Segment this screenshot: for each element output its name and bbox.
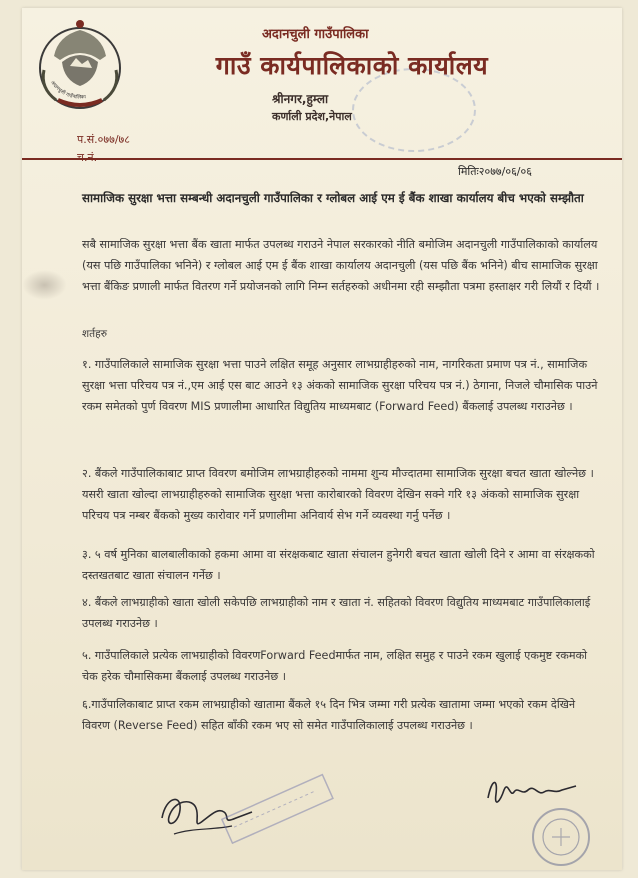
term-item: ४. बैंकले लाभग्राहीको खाता खोली सकेपछि लाभग्राहीको नाम र खाता नं. सहितको विवरण विद्युतिय माध्यमबाट गाउँपालिकालाई उपलब्ध गराउनेछ । — [82, 596, 591, 630]
municipality-name: अदानचुली गाउँपालिका — [262, 27, 369, 42]
office-title: गाउँ कार्यपालिकाको कार्यालय — [215, 51, 489, 80]
letterhead — [142, 24, 562, 124]
term-item: १. गाउँपालिकाले सामाजिक सुरक्षा भत्ता पाउने लक्षित समूह अनुसार लाभग्राहीहरुको नाम, नागरिकता प्रमाण पत्र नं., सामाजिक सुरक्षा भत्ता परिचय पत्र नं.,एम आई एस बाट आउने १३ अंकको सामाजिक सुरक्षा परिचय पत्र नं.) ठेगाना, निजले चौमासिक पाउने रकम समेतको पुर्ण विवरण MIS प्रणालीमा आधारित विद्युतिय माध्यमबाट (Forward Feed) बैंकलाई उपलब्ध गराउनेछ । — [82, 358, 598, 413]
letter-subject: सामाजिक सुरक्षा भत्ता सम्बन्धी अदानचुली गाउँपालिका र ग्लोबल आई एम ई बैंक शाखा कार्यालय बीच भएको सम्झौता — [82, 191, 584, 205]
letter-date: मितिः२०७७/०६/०६ — [458, 165, 532, 178]
term-item: २. बैंकले गाउँपालिकाबाट प्राप्त विवरण बमोजिम लाभग्राहीहरुको नाममा शुन्य मौज्दातमा सामाजिक सुरक्षा बचत खाता खोल्नेछ । यसरी खाता खोल्दा लाभग्राहीहरुको सामाजिक सुरक्षा भत्ता कारोबारको विवरण देखिन सक्ने गरि १३ अंकको सामाजिक सुरक्षा परिचय पत्र नम्बर बैंकको मुख्य कारोवार गर्ने प्रणालीमा अनिवार्य सेभ गर्ने व्यवस्था गर्नु पर्नेछ । — [82, 467, 594, 522]
term-item: ६.गाउँपालिकाबाट प्राप्त रकम लाभग्राहीको खातामा बैंकले १५ दिन भित्र जम्मा गरी प्रत्येक खातामा जम्मा भएको रकम देखिने विवरण (Reverse Feed) सहित बाँकी रकम भए सो समेत गाउँपालिकालाई उपलब्ध गराउनेछ । — [82, 698, 576, 732]
ink-smudge — [22, 270, 67, 300]
term-item: ५. गाउँपालिकाले प्रत्येक लाभग्राहीको विवरणForward Feedमार्फत नाम, लक्षित समुह र पाउने रकम खुलाई एकमुष्ट रकमको चेक हरेक चौमासिकमा बैंकलाई उपलब्ध गराउनेछ । — [82, 649, 588, 683]
intro-paragraph: सबै सामाजिक सुरक्षा भत्ता बैंक खाता मार्फत उपलब्ध गराउने नेपाल सरकारको नीति बमोजिम अदानचुली गाउँपालिकाको कार्यालय (यस पछि गाउँपालिका भनिने) र ग्लोबल आई एम ई बैंक शाखा कार्यालय अदानचुली (यस पछि बैंक भनिने) बीच सामाजिक सुरक्षा भत्ता बैंकिङ प्रणाली मार्फत वितरण गर्ने प्रयोजनको लागि निम्न सर्तहरुको अधीनमा रही सम्झौता पत्रमा हस्ताक्षर गरी लियौं र दियौं । — [82, 238, 600, 293]
terms-heading: शर्तहरु — [82, 328, 107, 340]
address-line-1: श्रीनगर,हुम्ला — [272, 92, 329, 106]
address-line-2: कर्णाली प्रदेश,नेपाल — [272, 110, 352, 123]
svg-text:अदानचुली गाउँपालिका: अदानचुली गाउँपालिका — [49, 79, 87, 101]
bank-stamp-right — [530, 806, 592, 868]
header-divider — [22, 158, 622, 160]
office-stamp-left — [202, 768, 352, 848]
letter-page — [22, 8, 622, 870]
reference-number: प.सं.०७७/७८ — [77, 133, 130, 146]
nepal-emblem-icon — [34, 16, 126, 116]
term-item: ३. ५ वर्ष मुनिका बालबालीकाको हकमा आमा वा संरक्षकबाट खाता संचालन हुनेगरी बचत खाता खोली दिने र आमा वा संरक्षकको दस्तखतबाट खाता संचालन गर्नेछ । — [82, 548, 595, 582]
